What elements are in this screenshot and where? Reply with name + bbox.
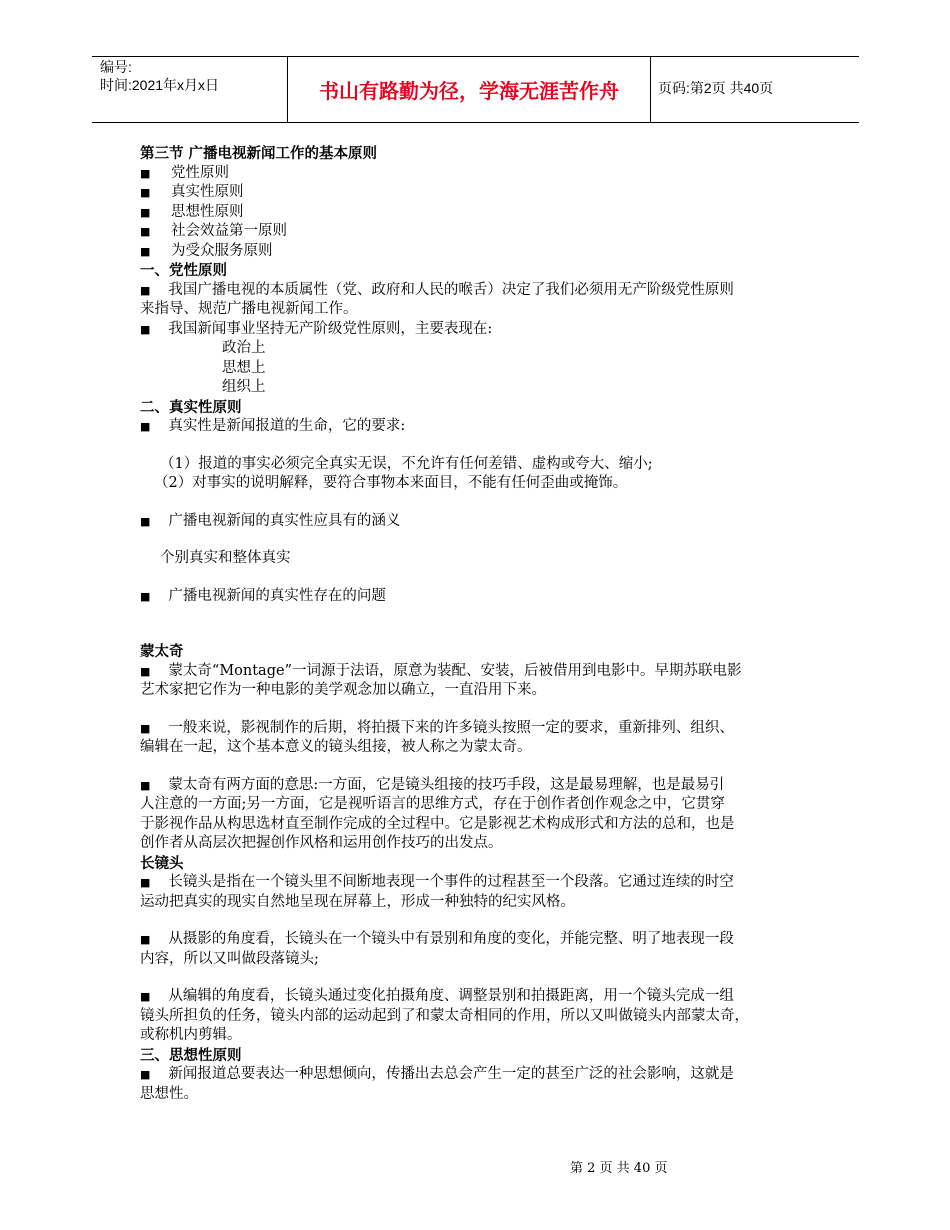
time-label: 时间:2021年x月x日 xyxy=(100,77,220,93)
paragraph: ■ 从摄影的角度看，长镜头在一个镜头中有景别和角度的变化，并能完整、明了地表现一段 xyxy=(140,931,734,947)
bullet-icon: ■ xyxy=(140,664,151,678)
paragraph-continued: 来指导、规范广播电视新闻工作。 xyxy=(140,301,358,317)
level-item: 组织上 xyxy=(222,379,266,395)
paragraph: ■ 长镜头是指在一个镜头里不间断地表现一个事件的过程甚至一个段落。它通过连续的时空 xyxy=(140,874,734,890)
paragraph: ■ 一般来说，影视制作的后期，将拍摄下来的许多镜头按照一定的要求，重新排列、组织、 xyxy=(140,719,734,736)
principle-item: ■ 真实性原则 xyxy=(140,183,820,203)
heading-truth-principle: 二、真实性原则 xyxy=(140,398,242,416)
header-motto: 书山有路勤为径，学海无涯苦作舟 xyxy=(319,79,619,103)
paragraph-continued: 思想性。 xyxy=(140,1085,198,1102)
header-meta xyxy=(100,58,219,94)
paragraph-continued: 编辑在一起，这个基本意义的镜头组接，被人称之为蒙太奇。 xyxy=(140,739,532,755)
level-item: 思想上 xyxy=(222,359,266,376)
bullet-icon: ■ xyxy=(140,990,151,1003)
paragraph: ■ 蒙太奇“Montage”一词源于法语，原意为装配、安装，后被借用到电影中。早期苏联电影 xyxy=(140,662,742,679)
paragraph: ■ 我国新闻事业坚持无产阶级党性原则，主要表现在: xyxy=(140,320,493,337)
paragraph: ■ 蒙太奇有两方面的意思:一方面，它是镜头组接的技巧手段，这是最易理解，也是最易引 xyxy=(140,776,725,793)
paragraph: ■ 真实性是新闻报道的生命，它的要求: xyxy=(140,418,406,434)
paragraph-continued: 艺术家把它作为一种电影的美学观念加以确立，一直沿用下来。 xyxy=(140,682,546,698)
heading-long-take: 长镜头 xyxy=(140,854,184,872)
paragraph-continued: 或称机内剪辑。 xyxy=(140,1027,242,1043)
bullet-icon: ■ xyxy=(140,225,151,238)
bullet-icon: ■ xyxy=(140,283,151,297)
paragraph: 个别真实和整体真实 xyxy=(160,550,291,566)
paragraph-continued: 运动把真实的现实自然地呈现在屏幕上，形成一种独特的纪实风格。 xyxy=(140,893,575,910)
heading-thought-principle: 三、思想性原则 xyxy=(140,1046,242,1064)
principle-item: ■ 社会效益第一原则 xyxy=(140,222,820,242)
level-item: 政治上 xyxy=(222,340,266,356)
requirement-item: （2）对事实的说明解释，要符合事物本来面目，不能有任何歪曲或掩饰。 xyxy=(154,475,628,491)
paragraph-continued: 镜头所担负的任务，镜头内部的运动起到了和蒙太奇相同的作用，所以又叫做镜头内部蒙太奇， xyxy=(140,1007,749,1024)
footer-page-number: 第 2 页 共 40 页 xyxy=(570,1161,668,1176)
paragraph-continued: 于影视作品从构思选材直至制作完成的全过程中。它是影视艺术构成形式和方法的总和，也是 xyxy=(140,815,735,832)
section-title: 第三节 广播电视新闻工作的基本原则 xyxy=(140,145,378,162)
document-body xyxy=(140,144,820,1104)
paragraph: ■ 从编辑的角度看，长镜头通过变化拍摄角度、调整景别和拍摄距离，用一个镜头完成一组 xyxy=(140,988,734,1004)
header-divider-right xyxy=(650,56,651,123)
code-label: 编号: xyxy=(100,59,132,75)
paragraph-continued: 内容，所以又叫做段落镜头; xyxy=(140,950,319,967)
bullet-icon: ■ xyxy=(140,322,151,336)
paragraph: ■ 广播电视新闻的真实性应具有的涵义 xyxy=(140,512,401,529)
principle-item: ■ 为受众服务原则 xyxy=(140,242,820,262)
paragraph-continued: 创作者从高层次把握创作风格和运用创作技巧的出发点。 xyxy=(140,835,503,851)
paragraph-continued: 人注意的一方面;另一方面，它是视听语言的思维方式，存在于创作者创作观念之中，它贯穿 xyxy=(140,796,725,812)
header-page-label: 页码:第2页 共40页 xyxy=(658,80,774,96)
bullet-icon: ■ xyxy=(140,778,151,792)
bullet-icon: ■ xyxy=(140,589,151,603)
bullet-icon: ■ xyxy=(140,186,151,199)
bullet-icon: ■ xyxy=(140,933,151,946)
heading-montage: 蒙太奇 xyxy=(140,643,184,660)
bullet-icon: ■ xyxy=(140,420,151,433)
principle-item: ■ 思想性原则 xyxy=(140,203,820,223)
bullet-icon: ■ xyxy=(140,876,151,889)
heading-party-principle: 一、党性原则 xyxy=(140,262,227,279)
paragraph: ■ 我国广播电视的本质属性（党、政府和人民的喉舌）决定了我们必须用无产阶级党性原则 xyxy=(140,281,734,298)
principle-item: ■ 党性原则 xyxy=(140,164,820,184)
paragraph: ■ 广播电视新闻的真实性存在的问题 xyxy=(140,587,386,604)
bullet-icon: ■ xyxy=(140,1068,151,1081)
bullet-icon: ■ xyxy=(140,205,151,219)
bullet-icon: ■ xyxy=(140,721,151,735)
bullet-icon: ■ xyxy=(140,514,151,528)
paragraph: ■ 新闻报道总要表达一种思想倾向，传播出去总会产生一定的甚至广泛的社会影响，这就是 xyxy=(140,1066,734,1082)
bullet-icon: ■ xyxy=(140,166,151,180)
requirement-item: （1）报道的事实必须完全真实无误，不允许有任何差错、虚构或夸大、缩小; xyxy=(160,455,653,472)
bullet-icon: ■ xyxy=(140,244,151,258)
